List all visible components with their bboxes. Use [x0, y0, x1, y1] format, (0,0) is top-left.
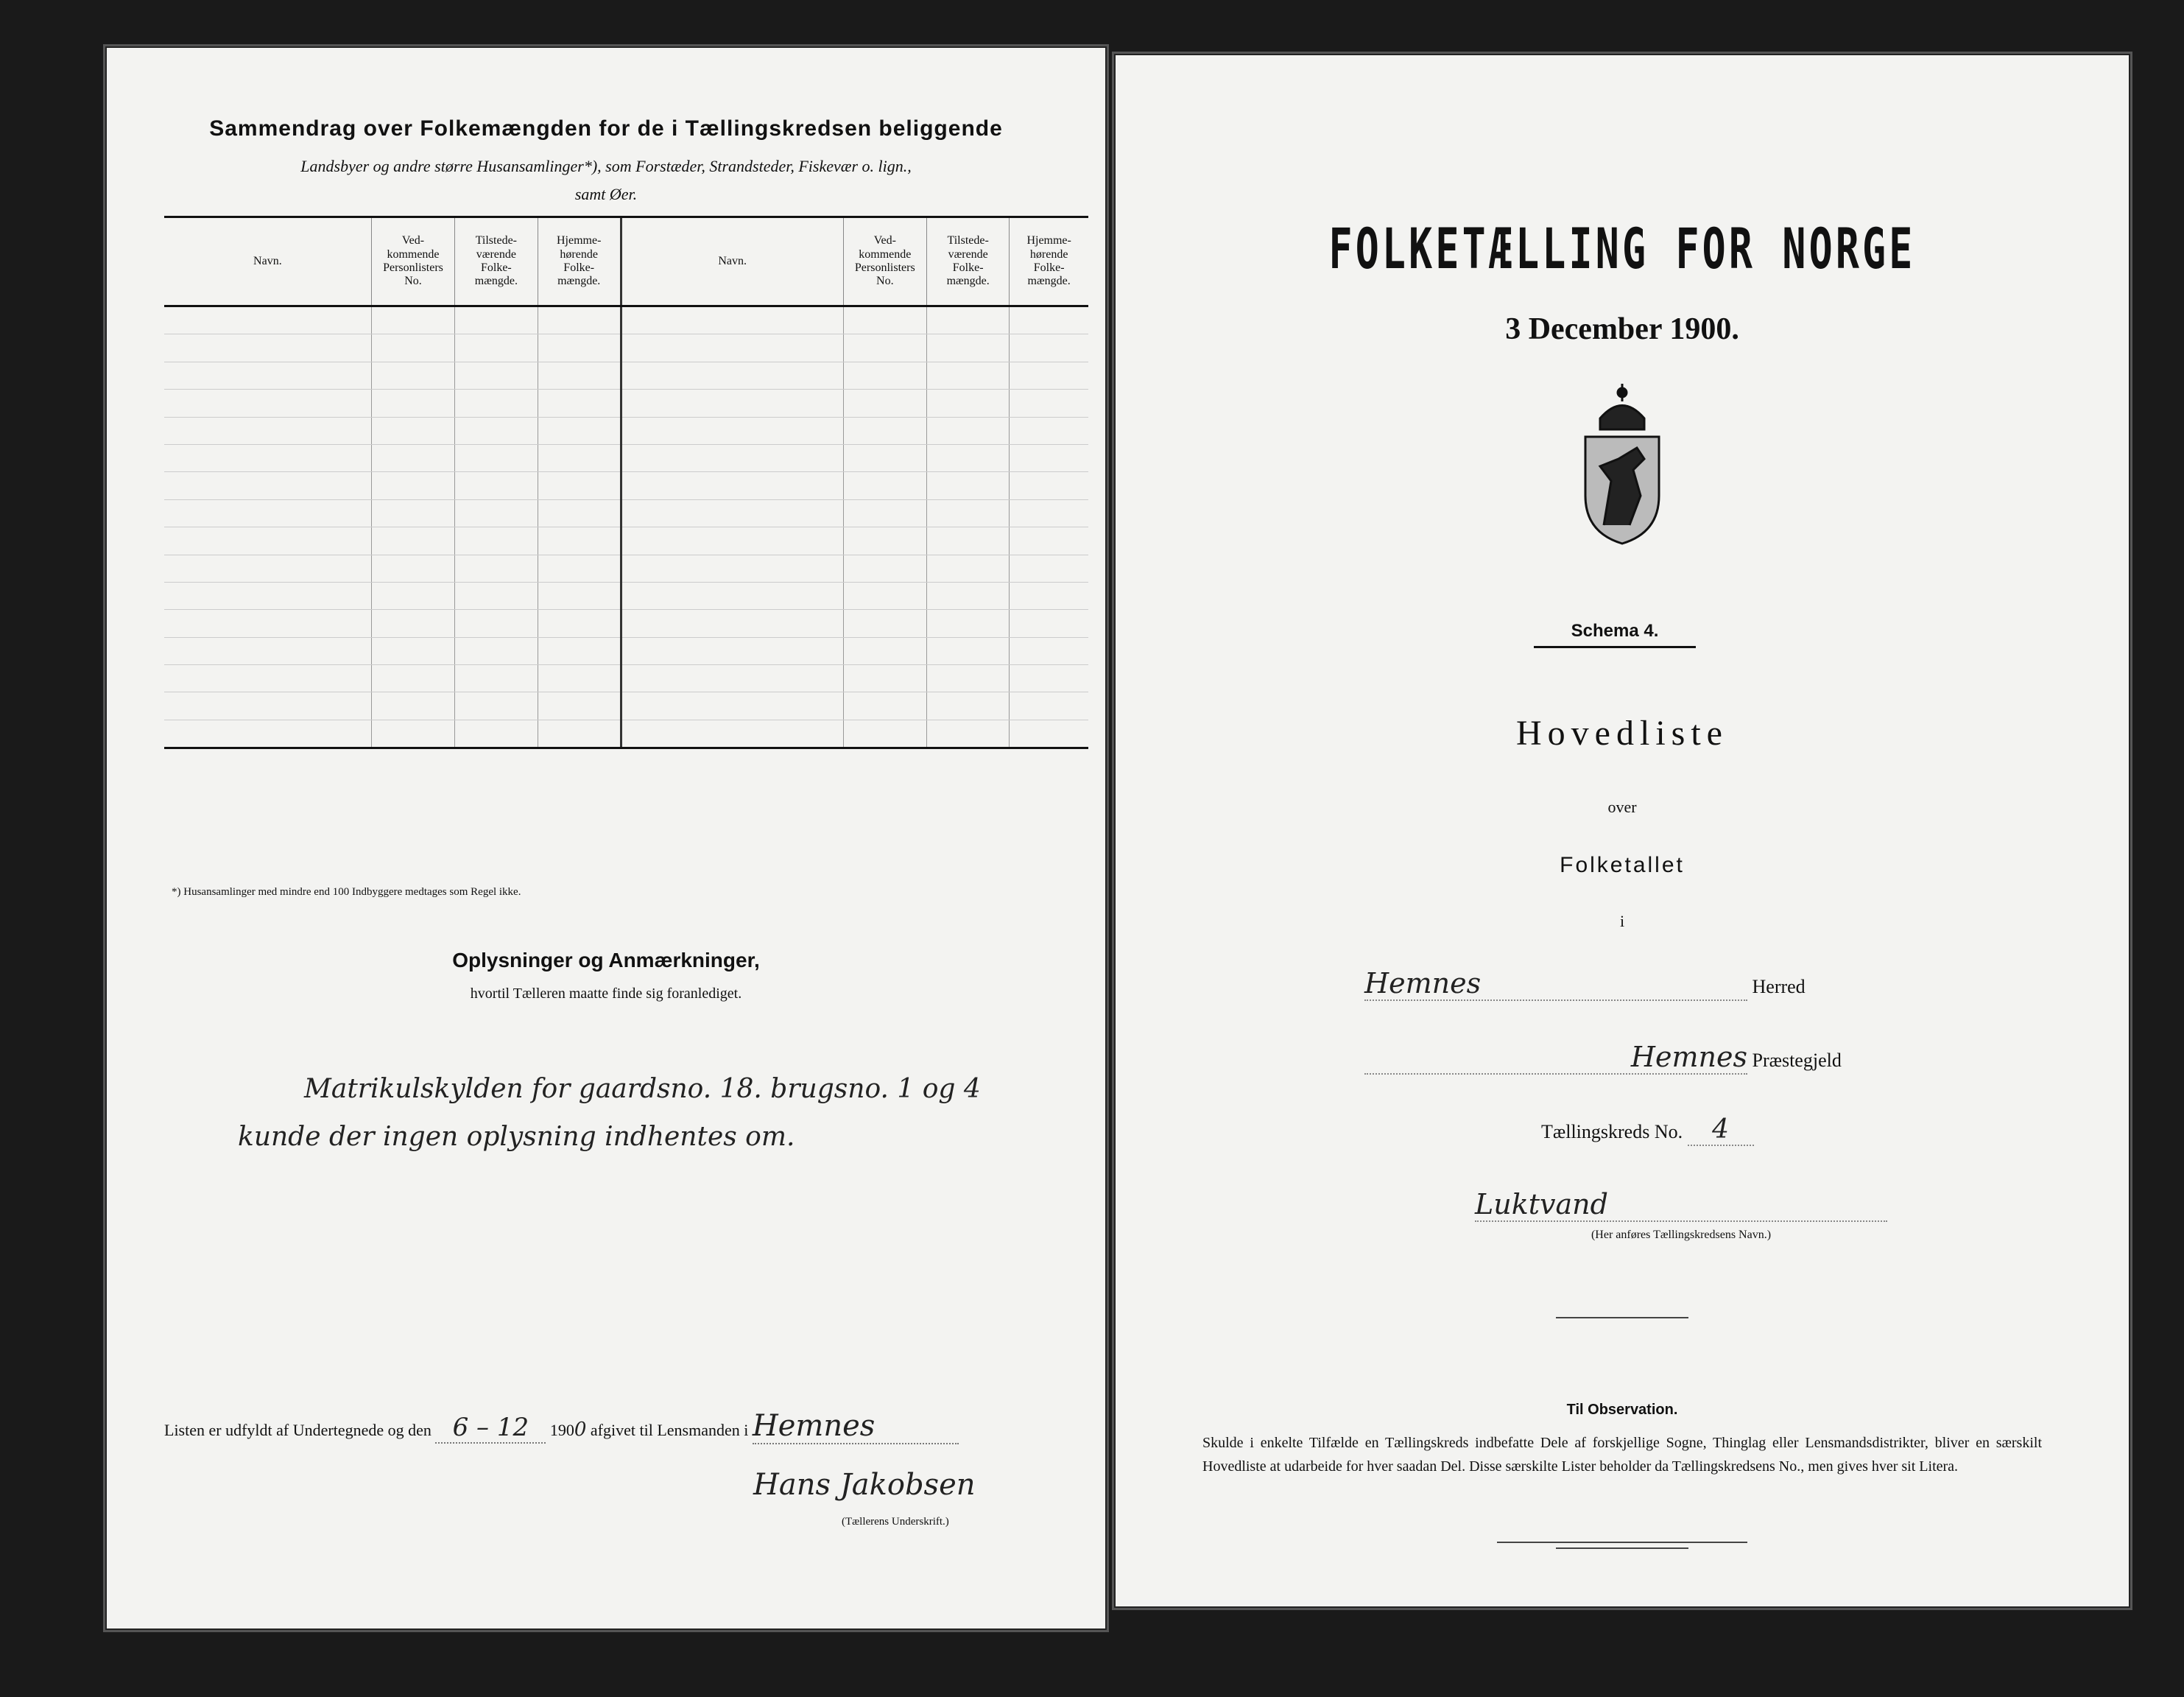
- herred-value: Hemnes: [1364, 967, 1747, 1001]
- table-cell: [371, 637, 455, 664]
- table-row: [164, 444, 1088, 471]
- table-cell: [927, 334, 1010, 362]
- table-cell: [621, 417, 843, 444]
- table-cell: [455, 306, 538, 334]
- table-cell: [538, 362, 621, 389]
- table-row: [164, 555, 1088, 582]
- table-cell: [1010, 444, 1088, 471]
- table-cell: [843, 306, 927, 334]
- table-cell: [621, 390, 843, 417]
- coat-of-arms-icon: [1549, 378, 1696, 547]
- header-label: Hjemme- hørende Folke- mængde.: [1026, 234, 1071, 288]
- table-cell: [455, 417, 538, 444]
- table-header-row: [164, 217, 1088, 306]
- table-cell: [455, 499, 538, 527]
- table-cell: [843, 692, 927, 720]
- table-cell: [621, 362, 843, 389]
- table-cell: [843, 499, 927, 527]
- table-cell: [1010, 582, 1088, 609]
- table-cell: [1010, 720, 1088, 748]
- table-cell: [371, 444, 455, 471]
- col-header-hjemmehorende: [538, 217, 621, 306]
- header-label: Tilstede- værende Folke- mængde.: [946, 234, 990, 288]
- divider: [1556, 1547, 1688, 1549]
- table-cell: [455, 362, 538, 389]
- table-cell: [455, 692, 538, 720]
- folketallet-heading: Folketallet: [1560, 853, 1685, 877]
- table-cell: [538, 692, 621, 720]
- table-cell: [843, 637, 927, 664]
- kreds-name-note: (Her anføres Tællingskredsens Navn.): [1591, 1229, 1772, 1241]
- observation-title: Til Observation.: [1566, 1402, 1678, 1418]
- table-cell: [538, 417, 621, 444]
- table-cell: [164, 692, 371, 720]
- header-label: Navn.: [253, 254, 282, 267]
- table-cell: [164, 582, 371, 609]
- table-cell: [164, 610, 371, 637]
- signature-caption: (Tællerens Underskrift.): [842, 1516, 949, 1528]
- table-cell: [455, 720, 538, 748]
- table-cell: [621, 527, 843, 555]
- table-cell: [538, 306, 621, 334]
- table-cell: [455, 334, 538, 362]
- table-row: [164, 334, 1088, 362]
- table-cell: [927, 472, 1010, 499]
- completion-statement: [164, 1409, 959, 1444]
- table-cell: [927, 720, 1010, 748]
- footnote: *) Husansamlinger med mindre end 100 Indbyggere medtages som Regel ikke.: [172, 886, 521, 898]
- table-cell: [538, 582, 621, 609]
- table-cell: [843, 390, 927, 417]
- table-cell: [371, 390, 455, 417]
- herred-label: Herred: [1752, 976, 1806, 997]
- table-row: [164, 610, 1088, 637]
- table-cell: [164, 720, 371, 748]
- table-cell: [371, 499, 455, 527]
- header-label: Ved- kommende Personlisters No.: [854, 234, 915, 288]
- table-cell: [621, 610, 843, 637]
- table-cell: [538, 720, 621, 748]
- table-cell: [621, 334, 843, 362]
- table-cell: [927, 610, 1010, 637]
- table-cell: [371, 472, 455, 499]
- table-cell: [164, 555, 371, 582]
- table-cell: [1010, 527, 1088, 555]
- table-cell: [538, 499, 621, 527]
- table-cell: [621, 637, 843, 664]
- table-cell: [621, 720, 843, 748]
- table-cell: [843, 362, 927, 389]
- table-cell: [843, 582, 927, 609]
- statement-year-prefix: 190: [549, 1421, 574, 1439]
- table-cell: [164, 306, 371, 334]
- table-row: [164, 665, 1088, 692]
- table-cell: [538, 665, 621, 692]
- table-cell: [164, 472, 371, 499]
- table-cell: [455, 527, 538, 555]
- table-cell: [455, 472, 538, 499]
- table-cell: [1010, 334, 1088, 362]
- table-cell: [927, 692, 1010, 720]
- schema-label: Schema 4.: [1534, 621, 1696, 648]
- table-row: [164, 417, 1088, 444]
- census-date: 3 December 1900.: [1505, 312, 1739, 346]
- table-cell: [843, 472, 927, 499]
- table-row: [164, 306, 1088, 334]
- hovedliste-heading: Hovedliste: [1516, 714, 1728, 753]
- table-cell: [371, 334, 455, 362]
- header-label: Tilstede- værende Folke- mængde.: [474, 234, 518, 288]
- left-page: [103, 44, 1109, 1632]
- table-cell: [1010, 665, 1088, 692]
- table-cell: [538, 444, 621, 471]
- table-cell: [927, 306, 1010, 334]
- table-cell: [455, 444, 538, 471]
- table-cell: [164, 334, 371, 362]
- divider: [1497, 1542, 1747, 1543]
- table-cell: [371, 720, 455, 748]
- prestegjeld-label: Præstegjeld: [1752, 1050, 1842, 1071]
- table-cell: [927, 444, 1010, 471]
- table-cell: [843, 444, 927, 471]
- table-cell: [164, 390, 371, 417]
- table-body: [164, 306, 1088, 748]
- table-cell: [1010, 362, 1088, 389]
- table-cell: [371, 362, 455, 389]
- table-cell: [621, 692, 843, 720]
- table-cell: [455, 637, 538, 664]
- remarks-title: Oplysninger og Anmærkninger,: [452, 949, 760, 972]
- table-cell: [843, 527, 927, 555]
- main-title: FOLKETÆLLING FOR NORGE: [1328, 216, 1916, 281]
- kreds-name: Luktvand: [1475, 1188, 1887, 1222]
- table-cell: [843, 665, 927, 692]
- table-row: [164, 582, 1088, 609]
- table-cell: [371, 306, 455, 334]
- table-cell: [927, 417, 1010, 444]
- table-cell: [843, 610, 927, 637]
- prestegjeld-value: Hemnes: [1364, 1041, 1747, 1075]
- table-cell: [621, 555, 843, 582]
- table-cell: [927, 527, 1010, 555]
- kreds-label: Tællingskreds No.: [1541, 1121, 1683, 1142]
- header-label: Navn.: [718, 254, 747, 267]
- over-label: over: [1607, 798, 1637, 816]
- header-label: Ved- kommende Personlisters No.: [383, 234, 443, 288]
- table-cell: [455, 390, 538, 417]
- statement-prefix: Listen er udfyldt af Undertegnede og den: [164, 1421, 431, 1439]
- table-cell: [371, 417, 455, 444]
- col-header-navn: [164, 217, 371, 306]
- table-cell: [164, 362, 371, 389]
- table-row: [164, 637, 1088, 664]
- statement-year-suffix: 0: [574, 1419, 587, 1441]
- table-cell: [621, 306, 843, 334]
- table-cell: [843, 720, 927, 748]
- table-row: [164, 362, 1088, 389]
- kreds-number: 4: [1688, 1114, 1754, 1146]
- statement-middle: afgivet til Lensmanden i: [590, 1421, 749, 1439]
- table-cell: [538, 527, 621, 555]
- col-header-navn-2: [621, 217, 843, 306]
- table-cell: [927, 665, 1010, 692]
- col-header-tilstedevaerende-2: [927, 217, 1010, 306]
- summary-table: [164, 216, 1088, 749]
- table-cell: [1010, 390, 1088, 417]
- table-cell: [538, 637, 621, 664]
- lensmand-place: Hemnes: [753, 1409, 959, 1444]
- table-cell: [1010, 637, 1088, 664]
- table-cell: [371, 527, 455, 555]
- table-cell: [538, 472, 621, 499]
- table-cell: [371, 582, 455, 609]
- table-cell: [843, 334, 927, 362]
- header-label: Hjemme- hørende Folke- mængde.: [556, 234, 602, 288]
- table-cell: [538, 610, 621, 637]
- table-cell: [927, 637, 1010, 664]
- table-row: [164, 720, 1088, 748]
- table-cell: [1010, 306, 1088, 334]
- table-cell: [164, 499, 371, 527]
- table-cell: [371, 555, 455, 582]
- table-cell: [621, 665, 843, 692]
- table-cell: [927, 555, 1010, 582]
- table-cell: [843, 555, 927, 582]
- table-cell: [621, 582, 843, 609]
- enumerator-signature: Hans Jakobsen: [753, 1468, 976, 1502]
- table-cell: [621, 499, 843, 527]
- summary-subtitle: Landsbyer og andre større Husansamlinger*), som Forstæder, Strandsteder, Fiskevær o. lign.,: [300, 157, 912, 175]
- col-header-personlister: [371, 217, 455, 306]
- summary-title: Sammendrag over Folkemængden for de i Tællingskredsen beliggende: [209, 116, 1003, 141]
- table-cell: [843, 417, 927, 444]
- table-cell: [371, 665, 455, 692]
- table-cell: [455, 665, 538, 692]
- table-cell: [371, 610, 455, 637]
- handwritten-remark-line-2: kunde der ingen oplysning indhentes om.: [238, 1122, 795, 1152]
- table-cell: [927, 390, 1010, 417]
- table-cell: [927, 582, 1010, 609]
- col-header-hjemmehorende-2: [1010, 217, 1088, 306]
- table-cell: [455, 555, 538, 582]
- kreds-name-field: [1475, 1188, 1887, 1222]
- table-row: [164, 472, 1088, 499]
- table-row: [164, 390, 1088, 417]
- table-row: [164, 499, 1088, 527]
- kreds-field: [1541, 1114, 1754, 1146]
- table-row: [164, 692, 1088, 720]
- remarks-subtitle: hvortil Tælleren maatte finde sig foranlediget.: [470, 985, 742, 1002]
- table-cell: [538, 390, 621, 417]
- table-cell: [1010, 610, 1088, 637]
- table-cell: [621, 444, 843, 471]
- table-cell: [1010, 692, 1088, 720]
- right-page: [1112, 52, 2132, 1610]
- table-cell: [164, 444, 371, 471]
- table-cell: [621, 472, 843, 499]
- table-cell: [927, 499, 1010, 527]
- handwritten-remark-line-1: Matrikulskylden for gaardsno. 18. brugsno. 1 og 4: [304, 1074, 981, 1104]
- table-cell: [538, 334, 621, 362]
- table-cell: [1010, 417, 1088, 444]
- table-cell: [164, 527, 371, 555]
- herred-field: [1364, 967, 1806, 1001]
- table-cell: [455, 582, 538, 609]
- table-row: [164, 527, 1088, 555]
- completion-date: 6 – 12: [435, 1413, 546, 1444]
- table-cell: [455, 610, 538, 637]
- table-cell: [1010, 555, 1088, 582]
- divider: [1556, 1317, 1688, 1318]
- table-cell: [164, 417, 371, 444]
- table-cell: [164, 637, 371, 664]
- col-header-personlister-2: [843, 217, 927, 306]
- summary-subtitle-2: samt Øer.: [574, 185, 638, 203]
- table-cell: [371, 692, 455, 720]
- prestegjeld-field: [1364, 1041, 1842, 1075]
- col-header-tilstedevaerende: [455, 217, 538, 306]
- table-cell: [164, 665, 371, 692]
- table-cell: [1010, 499, 1088, 527]
- table-cell: [1010, 472, 1088, 499]
- table-cell: [927, 362, 1010, 389]
- observation-text: Skulde i enkelte Tilfælde en Tællingskreds indbefatte Dele af forskjellige Sogne, Thinglag eller Lensmandsdistrikter, bliver en særskilt Hovedliste at udarbeide for hver saadan Del. Disse særskilte Lister beholder da Tællingskredsens No., men gives hver sit Litera.: [1202, 1435, 2042, 1475]
- table-cell: [538, 555, 621, 582]
- i-label: i: [1619, 912, 1625, 930]
